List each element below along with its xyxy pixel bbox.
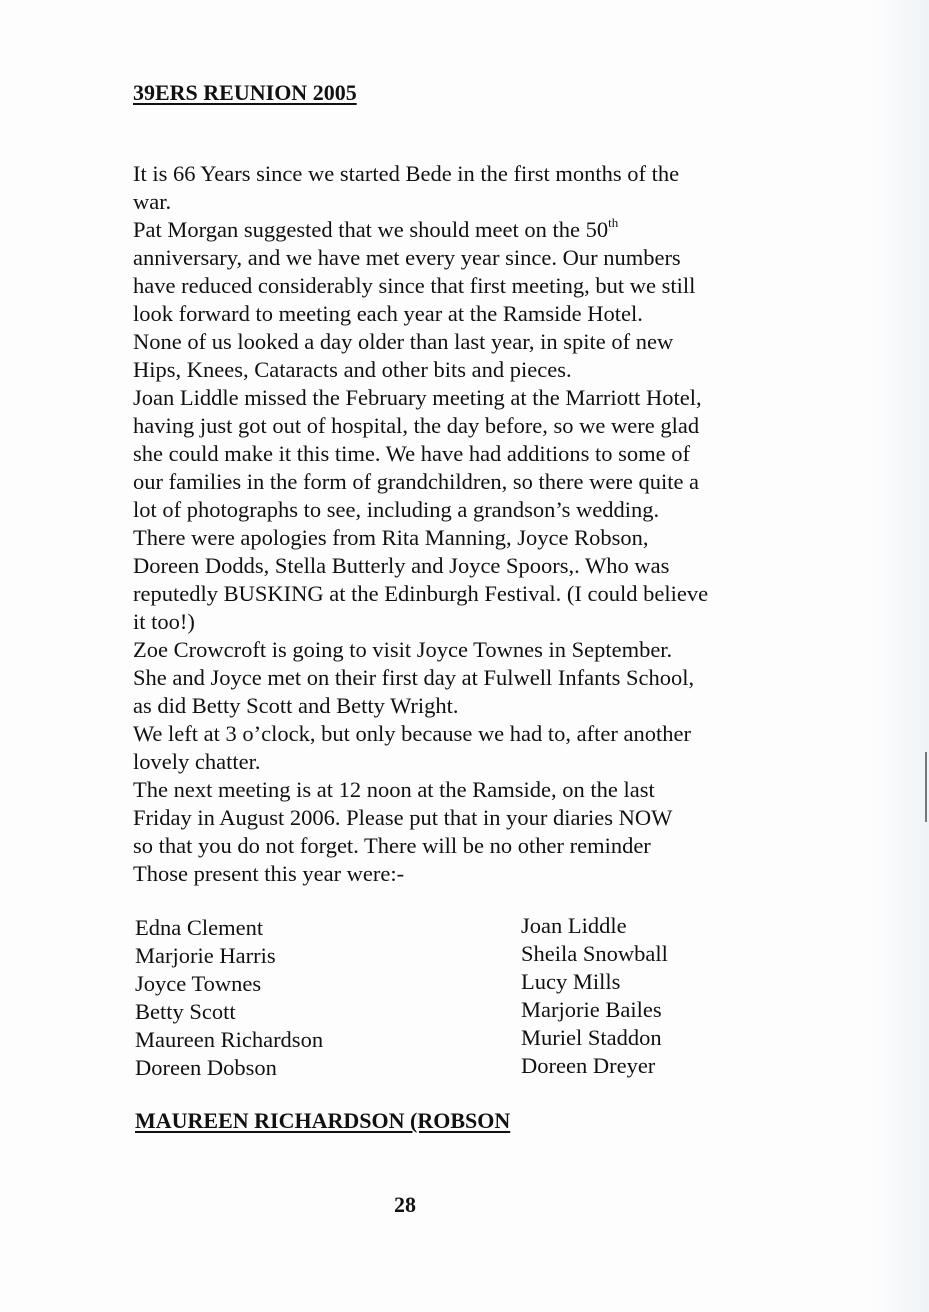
body-line: None of us looked a day older than last year, in spite of new (133, 329, 674, 354)
attendee-name: Maureen Richardson (135, 1027, 324, 1052)
attendee-name: Joan Liddle (521, 913, 627, 938)
page-number: 28 (394, 1192, 416, 1217)
body-line: lot of photographs to see, including a grandson’s wedding. (133, 497, 660, 522)
attendee-name: Marjorie Bailes (521, 997, 662, 1022)
body-line: she could make it this time. We have had additions to some of (133, 441, 691, 466)
body-line: Hips, Knees, Cataracts and other bits and pieces. (133, 357, 572, 382)
body-line: war. (133, 189, 172, 214)
attendee-name: Marjorie Harris (135, 943, 276, 968)
body-line: reputedly BUSKING at the Edinburgh Festival. (I could believe (133, 581, 709, 606)
body-line: Friday in August 2006. Please put that in your diaries NOW (133, 805, 673, 830)
attendee-name: Betty Scott (135, 999, 236, 1024)
page-edge-mark (925, 752, 927, 822)
body-line: Those present this year were:- (133, 861, 405, 886)
attendee-name: Sheila Snowball (521, 941, 668, 966)
body-line: lovely chatter. (133, 749, 261, 774)
attendee-name: Joyce Townes (135, 971, 262, 996)
attendees-right-column (521, 912, 668, 1080)
body-line: The next meeting is at 12 noon at the Ramside, on the last (133, 777, 655, 802)
body-line-with-superscript (133, 216, 803, 244)
body-line: We left at 3 o’clock, but only because we had to, after another (133, 721, 691, 746)
body-line: our families in the form of grandchildren, so there were quite a (133, 469, 700, 494)
body-line-text: Pat Morgan suggested that we should meet on the 50 (133, 217, 609, 242)
body-line: Joan Liddle missed the February meeting at the Marriott Hotel, (133, 385, 702, 410)
document-title: 39ERS REUNION 2005 (133, 80, 357, 105)
attendee-name: Muriel Staddon (521, 1025, 662, 1050)
attendee-name: Doreen Dreyer (521, 1053, 656, 1078)
body-line: it too!) (133, 609, 195, 634)
body-line: Zoe Crowcroft is going to visit Joyce Townes in September. (133, 637, 673, 662)
superscript: th (608, 215, 619, 230)
attendees-left-column (135, 914, 323, 1082)
attendee-name: Doreen Dobson (135, 1055, 277, 1080)
body-line: look forward to meeting each year at the Ramside Hotel. (133, 301, 643, 326)
body-line: have reduced considerably since that first meeting, but we still (133, 273, 696, 298)
body-line: so that you do not forget. There will be no other reminder (133, 833, 651, 858)
attendee-name: Lucy Mills (521, 969, 621, 994)
attendee-name: Edna Clement (135, 915, 264, 940)
body-line: She and Joyce met on their first day at Fulwell Infants School, (133, 665, 695, 690)
author-signature: MAUREEN RICHARDSON (ROBSON (135, 1108, 511, 1133)
page-edge-shadow (869, 0, 929, 1312)
body-line: anniversary, and we have met every year since. Our numbers (133, 245, 681, 270)
body-line: having just got out of hospital, the day before, so we were glad (133, 413, 700, 438)
body-line: It is 66 Years since we started Bede in the first months of the (133, 161, 680, 186)
body-line: Doreen Dodds, Stella Butterly and Joyce Spoors,. Who was (133, 553, 670, 578)
body-line: There were apologies from Rita Manning, Joyce Robson, (133, 525, 649, 550)
body-line: as did Betty Scott and Betty Wright. (133, 693, 459, 718)
body-text (133, 160, 803, 888)
